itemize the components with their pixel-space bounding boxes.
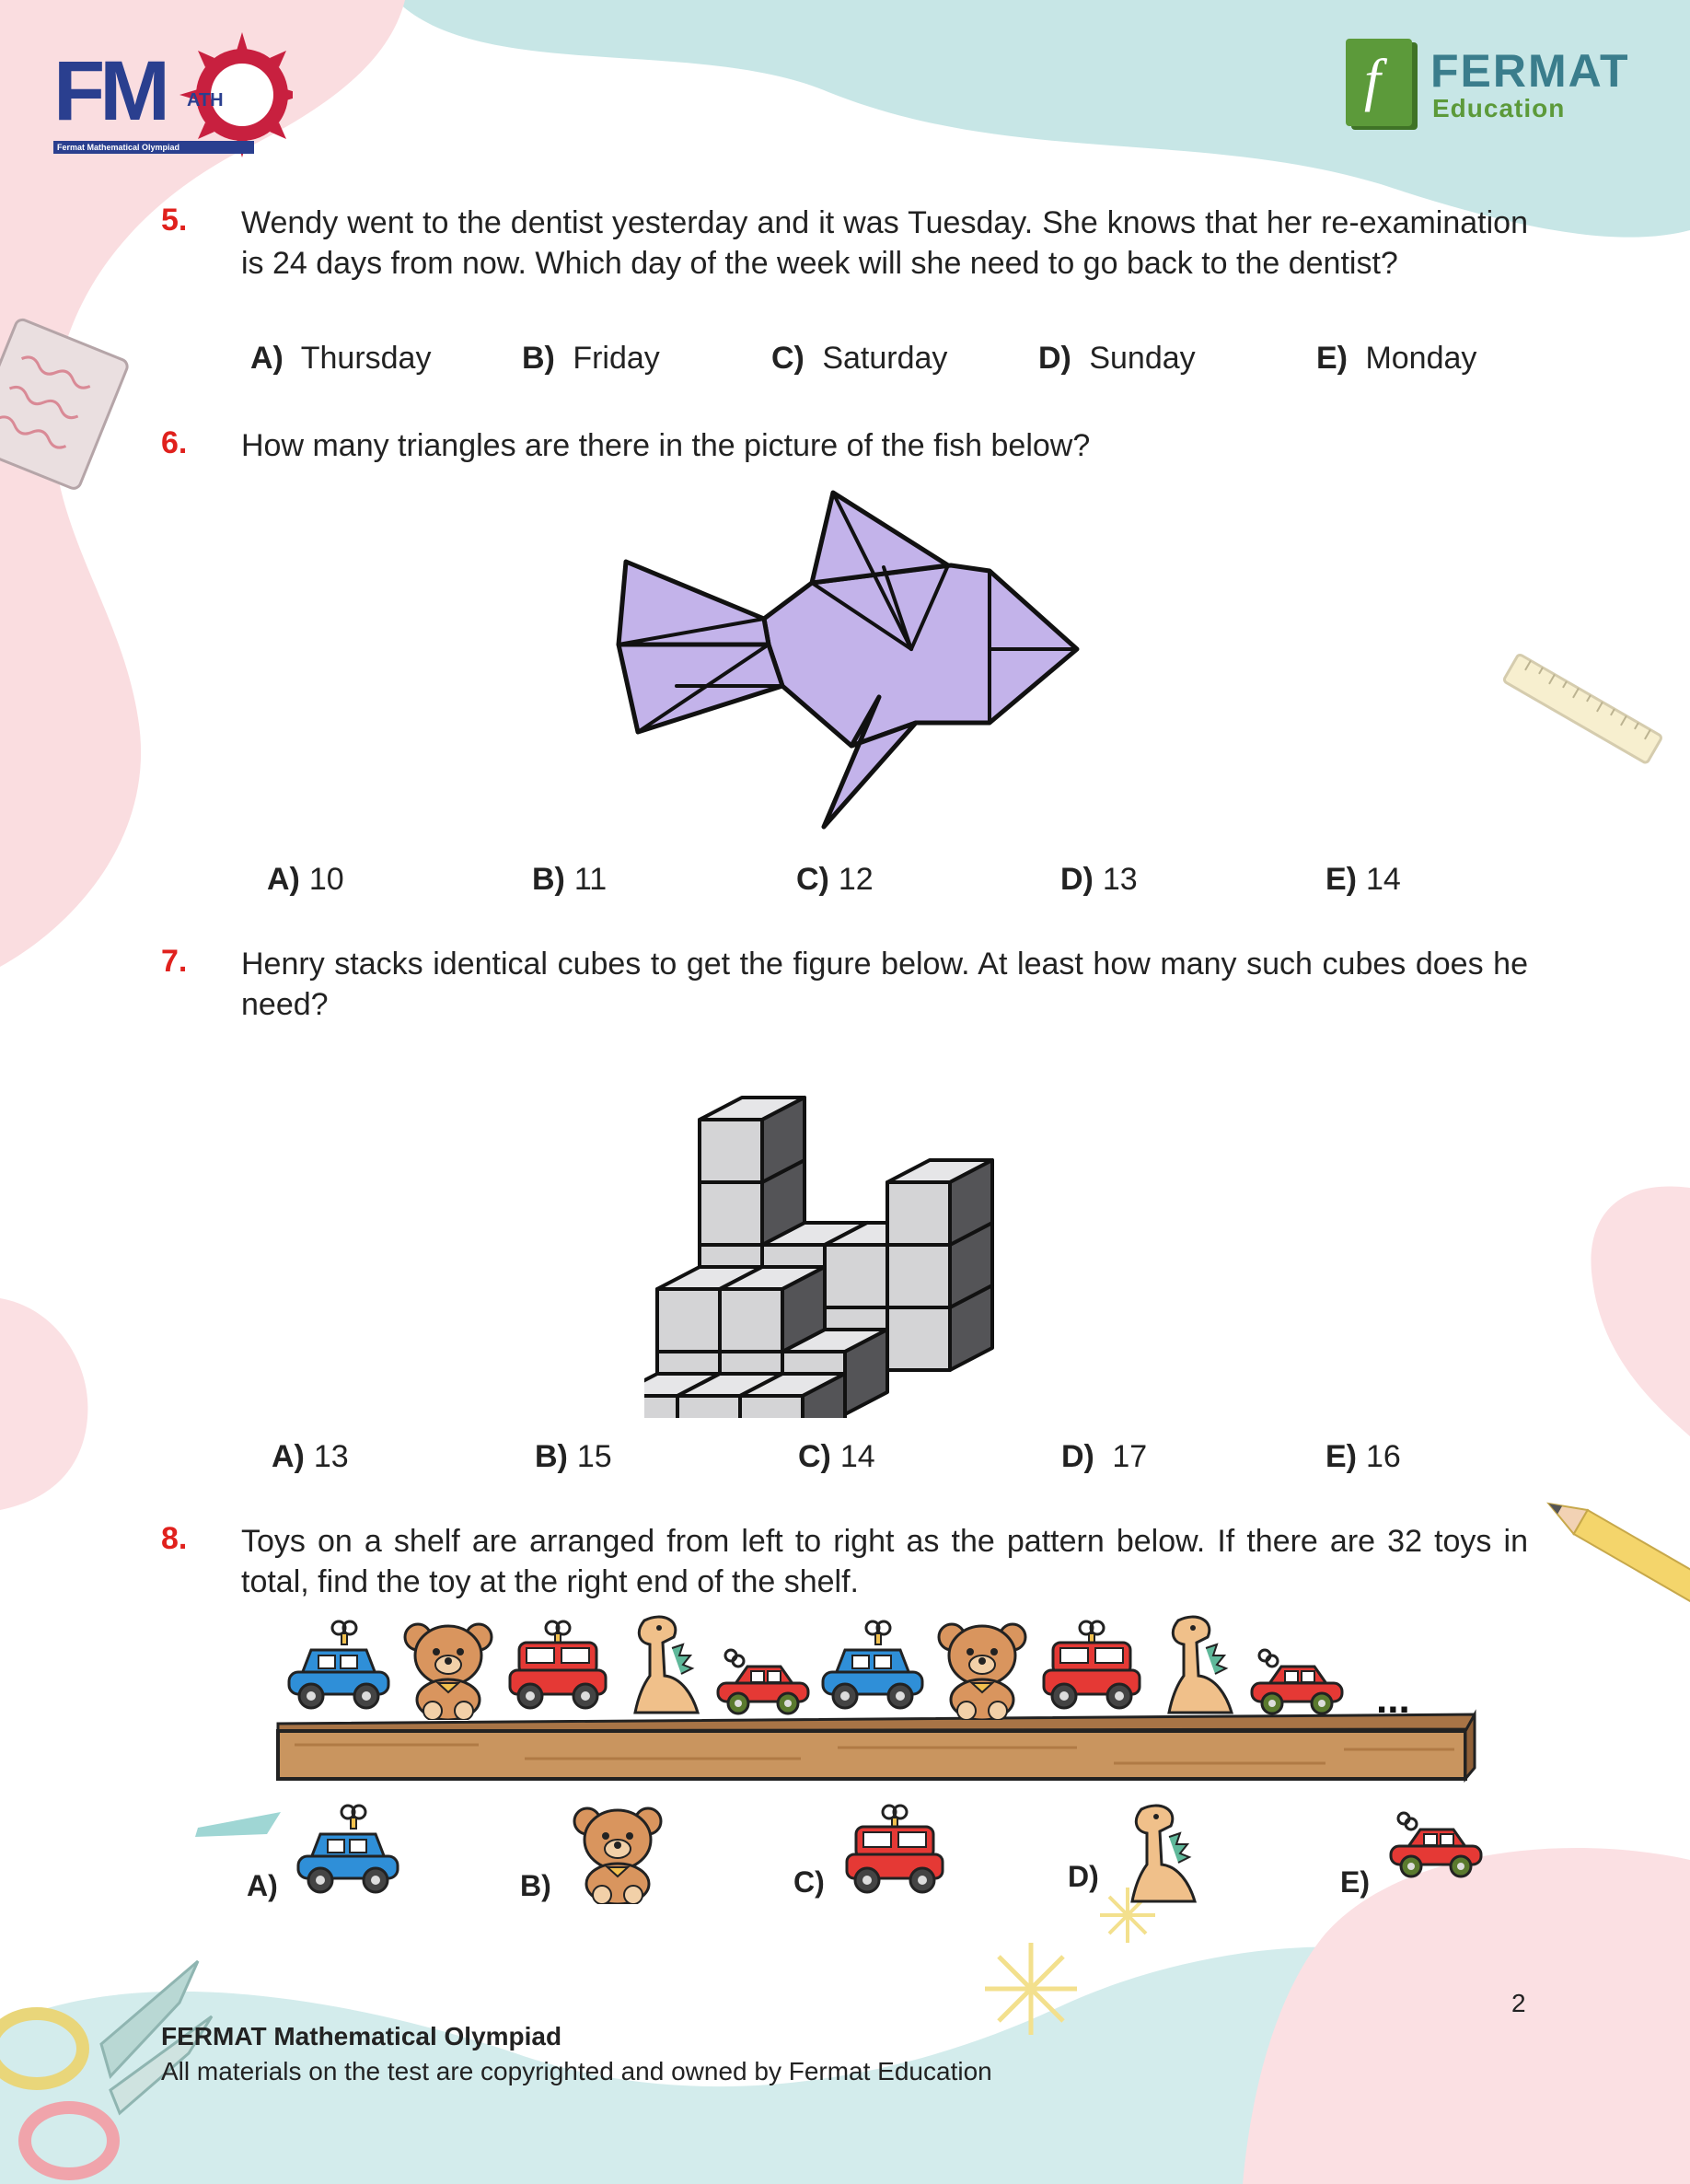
pink-blob-left-mid [0, 1298, 87, 1510]
blue-windup-car-icon [289, 1621, 388, 1708]
question-6-option-e[interactable] [1325, 862, 1401, 898]
cube [887, 1160, 992, 1245]
option-label: B) [522, 341, 555, 376]
footer-copyright: All materials on the test are copyrighted and owned by Fermat Education [161, 2057, 992, 2085]
teddy-bear-icon [405, 1624, 492, 1720]
fish-body [764, 565, 1077, 746]
shelf-ellipsis: ... [1376, 1677, 1410, 1722]
question-8-option-e-label[interactable]: E) [1340, 1865, 1370, 1899]
option-value: 14 [839, 1439, 875, 1474]
question-6-option-c[interactable] [796, 862, 874, 898]
fermat-book-glyph: f [1364, 47, 1381, 112]
option-value: Monday [1365, 341, 1477, 376]
cube [720, 1267, 825, 1352]
question-7-option-b[interactable] [535, 1439, 612, 1475]
question-8-option-b-label[interactable]: B) [520, 1869, 551, 1902]
red-windup-car-icon [1044, 1621, 1140, 1708]
question-5-option-a[interactable] [250, 341, 431, 377]
fermat-education-logo [1346, 39, 1649, 131]
option-value: 16 [1366, 1439, 1401, 1474]
fermat-title: FERMAT [1430, 45, 1630, 97]
option-label: E) [1325, 862, 1357, 897]
option-value: 17 [1112, 1439, 1148, 1474]
option-label: A) [250, 341, 284, 376]
question-6-option-b[interactable] [532, 862, 607, 898]
cube-front-face [887, 1245, 950, 1307]
option-value: 12 [838, 862, 874, 897]
teddy-bear-icon [939, 1624, 1025, 1720]
question-5-option-c[interactable] [771, 341, 947, 377]
fmo-logo [53, 32, 293, 161]
cube-front-face [825, 1245, 887, 1307]
fmo-tagline: Fermat Mathematical Olympiad [53, 141, 254, 154]
question-8-option-a-label[interactable]: A) [247, 1869, 278, 1902]
cube-front-face [657, 1289, 720, 1352]
question-7-text: Henry stacks identical cubes to get the figure below. At least how many such cubes does he need? [241, 947, 1528, 1022]
option-label: C) [796, 862, 829, 897]
option-label: D) [1038, 341, 1071, 376]
cube [700, 1098, 804, 1182]
option-value: 10 [308, 862, 344, 897]
notebook-doodle [0, 318, 130, 491]
ruler-doodle [1503, 654, 1662, 763]
option-value: 14 [1366, 862, 1401, 897]
question-8-option-e-toy[interactable] [1385, 1809, 1487, 1883]
cube-front-face [700, 1182, 762, 1245]
option-value: Sunday [1089, 341, 1196, 376]
cube-stack-figure [644, 1031, 1068, 1418]
small-red-car-icon [1252, 1650, 1342, 1714]
fish-figure [598, 483, 1095, 842]
option-label: B) [532, 862, 565, 897]
cube-front-face [677, 1396, 740, 1418]
option-label: D) [1061, 1439, 1094, 1474]
pink-blob-bottom-right [1243, 1848, 1690, 2184]
question-8-option-d-label[interactable]: D) [1068, 1860, 1099, 1893]
option-value: 11 [573, 862, 608, 897]
small-red-car-icon [718, 1650, 808, 1714]
fermat-subtitle: Education [1432, 94, 1566, 122]
question-8-option-d-toy[interactable] [1114, 1800, 1206, 1911]
question-7-option-e[interactable] [1325, 1439, 1401, 1475]
question-6-number: 6. [161, 425, 188, 460]
toy-dinosaur-icon [1169, 1617, 1232, 1713]
cube-front-face [887, 1307, 950, 1370]
option-label: E) [1316, 341, 1348, 376]
question-5-option-e[interactable] [1316, 341, 1476, 377]
cube-front-face [740, 1396, 803, 1418]
red-windup-car-icon [510, 1621, 606, 1708]
question-5-text: Wendy went to the dentist yesterday and it was Tuesday. She knows that her re-examination is 24 days from now. Which day of the week will she need to go back to the dentist? [241, 205, 1528, 281]
question-5-number: 5. [161, 203, 188, 238]
option-value: 13 [1102, 862, 1138, 897]
option-value: 13 [313, 1439, 349, 1474]
question-8-number: 8. [161, 1521, 188, 1556]
fmo-ring-text: ATH [187, 90, 224, 110]
option-label: A) [267, 862, 300, 897]
toy-dinosaur-icon [635, 1617, 698, 1713]
question-7-option-c[interactable] [798, 1439, 875, 1475]
question-8-option-c-toy[interactable] [839, 1803, 950, 1904]
fmo-brand-text: FM [53, 44, 165, 138]
question-7-option-d[interactable] [1061, 1439, 1147, 1475]
question-7-option-a[interactable] [272, 1439, 349, 1475]
question-8-option-b-toy[interactable] [567, 1803, 668, 1904]
toy-shelf-figure [267, 1611, 1500, 1786]
option-value: Thursday [300, 341, 432, 376]
option-value: 15 [576, 1439, 612, 1474]
pink-blob-right [1591, 1186, 1690, 1436]
question-6-option-d[interactable] [1060, 862, 1138, 898]
footer-title: FERMAT Mathematical Olympiad [161, 2022, 562, 2050]
option-label: C) [798, 1439, 831, 1474]
blue-windup-car-icon [823, 1621, 922, 1708]
question-7-number: 7. [161, 944, 188, 979]
question-8-option-a-toy[interactable] [293, 1803, 403, 1904]
option-label: B) [535, 1439, 568, 1474]
page-number: 2 [1511, 1989, 1526, 2017]
cube-front-face [700, 1120, 762, 1182]
shelf-front [278, 1731, 1465, 1779]
fish-dorsal-fin [812, 493, 948, 583]
question-8-text: Toys on a shelf are arranged from left to right as the pattern below. If there are 32 toys in total, find the toy at the right end of the shelf. [241, 1524, 1528, 1599]
question-8-option-c-label[interactable]: C) [793, 1865, 825, 1899]
teal-shard-doodle [195, 1812, 281, 1837]
pencil-doodle [1542, 1492, 1690, 1612]
option-label: E) [1325, 1439, 1357, 1474]
question-6-text: How many triangles are there in the picture of the fish below? [241, 428, 1091, 463]
question-5-option-d[interactable] [1038, 341, 1196, 377]
option-value: Friday [573, 341, 660, 376]
cube-front-face [720, 1289, 782, 1352]
cube-front-face [644, 1396, 677, 1418]
cube-front-face [887, 1182, 950, 1245]
option-label: C) [771, 341, 804, 376]
sparkle-large-doodle [985, 1943, 1077, 2035]
option-value: Saturday [822, 341, 948, 376]
question-6-option-a[interactable] [267, 862, 344, 898]
option-label: D) [1060, 862, 1094, 897]
option-label: A) [272, 1439, 305, 1474]
question-5-option-b[interactable] [522, 341, 660, 377]
